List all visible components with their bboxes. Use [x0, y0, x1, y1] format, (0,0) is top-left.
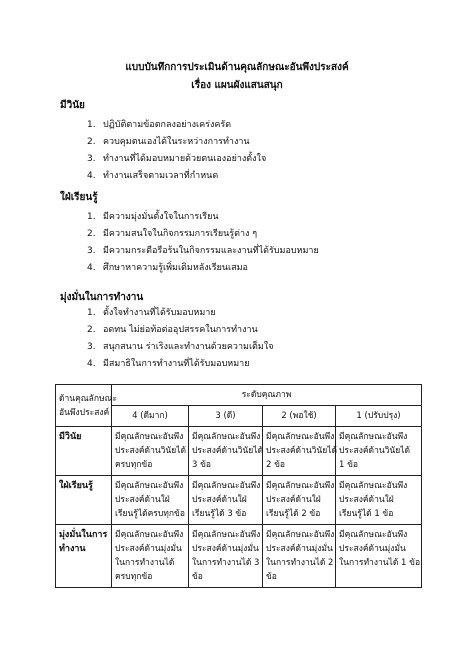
rubric-cell-line: ประสงค์ด้านใฝ่: [266, 495, 321, 505]
item-number: 1.: [87, 120, 96, 130]
rubric-cell-line: ครบทุกข้อ: [115, 460, 153, 470]
rubric-cell-line: ประสงค์ด้านใฝ่: [115, 495, 170, 505]
trait-header-line: อันพึงประสงค์: [59, 407, 110, 418]
rubric-cell-line: เรียนรู้ได้ 1 ข้อ: [339, 509, 394, 519]
rubric-cell-line: 1 ข้อ: [339, 460, 359, 470]
item-number: 1.: [87, 212, 96, 222]
rubric-cell-line: เรียนรู้ได้ครบทุกข้อ: [115, 509, 185, 519]
list-item: [87, 260, 248, 274]
document-subtitle: เรื่อง แผนผังแสนสนุก: [191, 80, 283, 91]
item-text: ควบคุมตนเองได้ในระหว่างการทำงาน: [103, 137, 250, 147]
rubric-cell-line: ในการทำงานได้ 3: [192, 558, 260, 568]
trait-header-cell: [56, 385, 118, 427]
rubric-cell: [189, 476, 263, 525]
rubric-cell-line: มีคุณลักษณะอันพึง: [266, 481, 335, 491]
rubric-cell-line: 2 ข้อ: [266, 460, 286, 470]
list-item: [87, 322, 258, 336]
item-text: มีสมาธิในการทำงานที่ได้รับมอบหมาย: [103, 359, 250, 369]
item-number: 4.: [87, 171, 96, 181]
rubric-cell-line: เรียนรู้ได้ 3 ข้อ: [192, 509, 247, 519]
rubric-cell-line: ประสงค์ด้านวินัยได้: [339, 446, 411, 456]
trait-cell: มีวินัย: [56, 427, 112, 476]
rubric-cell: [336, 427, 422, 476]
rubric-cell: [112, 525, 189, 588]
rubric-cell-line: ในการทำงานได้ 1 ข้อ: [339, 558, 421, 568]
rubric-cell-line: ประสงค์ด้านใฝ่: [339, 495, 394, 505]
rubric-cell: [263, 476, 336, 525]
rubric-cell-line: ประสงค์ด้านวินัยได้: [115, 446, 187, 456]
list-item: [87, 339, 274, 353]
list-item: [87, 117, 231, 131]
rubric-cell-line: ครบทุกข้อ: [115, 572, 153, 582]
item-text: มีความมุ่งมั่นตั้งใจในการเรียน: [103, 212, 219, 222]
table-row: [56, 525, 422, 588]
list-item: [87, 151, 266, 165]
level-header-cell: 1 (ปรับปรุง): [336, 406, 422, 427]
rubric-cell-line: มีคุณลักษณะอันพึง: [115, 432, 184, 442]
rubric-cell-line: เรียนรู้ได้ 2 ข้อ: [266, 509, 321, 519]
rubric-cell-line: มีคุณลักษณะอันพึง: [266, 432, 335, 442]
document-title: แบบบันทึกการประเมินด้านคุณลักษณะอันพึงประสงค์: [125, 62, 349, 73]
item-number: 2.: [87, 137, 96, 147]
item-text: มีความกระตือรือร้นในกิจกรรมและงานที่ได้รับมอบหมาย: [103, 246, 319, 256]
section-heading-eager-to-learn: ใฝ่เรียนรู้: [60, 192, 98, 203]
trait-cell: ใฝ่เรียนรู้: [56, 476, 112, 525]
rubric-table: [55, 384, 422, 588]
rubric-cell-line: 3 ข้อ: [192, 460, 212, 470]
rubric-cell: [336, 476, 422, 525]
table-header-row: [56, 385, 422, 406]
rubric-cell-line: ข้อ: [192, 572, 203, 582]
list-item: [87, 226, 257, 240]
rubric-cell: [263, 525, 336, 588]
rubric-cell-line: มีคุณลักษณะอันพึง: [192, 432, 261, 442]
rubric-cell: [263, 427, 336, 476]
rubric-cell: [112, 427, 189, 476]
table-row: [56, 476, 422, 525]
list-item: [87, 134, 250, 148]
list-item: [87, 356, 249, 370]
item-number: 4.: [87, 359, 96, 369]
item-number: 4.: [87, 263, 96, 273]
item-text: มีความสนใจในกิจกรรมการเรียนรู้ต่าง ๆ: [103, 229, 258, 239]
item-number: 3.: [87, 154, 96, 164]
rubric-cell-line: มีคุณลักษณะอันพึง: [192, 481, 261, 491]
rubric-cell-line: ในการทำงานได้ 2: [266, 558, 334, 568]
rubric-cell-line: ประสงค์ด้านวินัยได้: [266, 446, 338, 456]
item-text: สนุกสนาน ร่าเริงและทำงานด้วยความเต็มใจ: [103, 342, 274, 352]
list-item: [87, 209, 219, 223]
rubric-cell-line: มีคุณลักษณะอันพึง: [339, 481, 408, 491]
item-text: ทำงานเสร็จตามเวลาที่กำหนด: [103, 171, 219, 181]
rubric-cell-line: ประสงค์ด้านมุ่งมั่น: [192, 544, 259, 554]
rubric-cell-line: ประสงค์ด้านวินัยได้: [192, 446, 264, 456]
table-row: [56, 427, 422, 476]
level-header-cell: 2 (พอใช้): [263, 406, 336, 427]
rubric-cell-line: มีคุณลักษณะอันพึง: [115, 530, 184, 540]
item-number: 3.: [87, 246, 96, 256]
item-text: ปฏิบัติตามข้อตกลงอย่างเคร่งครัด: [103, 120, 232, 130]
item-number: 2.: [87, 325, 96, 335]
trait-cell: มุ่งมั่นในการทำงาน: [56, 525, 112, 588]
rubric-cell: [189, 525, 263, 588]
rubric-cell-line: ข้อ: [266, 572, 277, 582]
rubric-cell-line: มีคุณลักษณะอันพึง: [339, 530, 408, 540]
list-item: [87, 305, 216, 319]
rubric-cell-line: ประสงค์ด้านมุ่งมั่น: [339, 544, 406, 554]
list-item: [87, 168, 218, 182]
rubric-cell-line: ประสงค์ด้านมุ่งมั่น: [115, 544, 182, 554]
rubric-body: [56, 427, 422, 588]
item-text: ทำงานที่ได้มอบหมายด้วยตนเองอย่างตั้งใจ: [103, 154, 267, 164]
rubric-cell-line: มีคุณลักษณะอันพึง: [339, 432, 408, 442]
level-header-cell: 4 (ดีมาก): [112, 406, 189, 427]
level-header-cell: 3 (ดี): [189, 406, 263, 427]
rubric-cell-line: ในการทำงานได้: [115, 558, 175, 568]
quality-level-header: ระดับคุณภาพ: [112, 385, 422, 406]
item-text: อดทน ไม่ย่อท้อต่ออุปสรรคในการทำงาน: [103, 325, 258, 335]
section-heading-discipline: มีวินัย: [60, 100, 85, 111]
rubric-cell-line: มีคุณลักษณะอันพึง: [115, 481, 184, 491]
item-number: 3.: [87, 342, 96, 352]
rubric-cell-line: ประสงค์ด้านใฝ่: [192, 495, 247, 505]
item-text: ศึกษาหาความรู้เพิ่มเติมหลังเรียนเสมอ: [103, 263, 248, 273]
item-text: ตั้งใจทำงานที่ได้รับมอบหมาย: [103, 308, 216, 318]
trait-header-line: ด้านคุณลักษณะ: [59, 393, 118, 404]
item-number: 2.: [87, 229, 96, 239]
list-item: [87, 243, 319, 257]
rubric-cell: [112, 476, 189, 525]
rubric-cell-line: ประสงค์ด้านมุ่งมั่น: [266, 544, 333, 554]
rubric-cell-line: มีคุณลักษณะอันพึง: [266, 530, 335, 540]
item-number: 1.: [87, 308, 96, 318]
section-heading-dedication: มุ่งมั่นในการทำงาน: [60, 292, 144, 303]
rubric-cell: [336, 525, 422, 588]
rubric-cell-line: มีคุณลักษณะอันพึง: [192, 530, 261, 540]
rubric-cell: [189, 427, 263, 476]
